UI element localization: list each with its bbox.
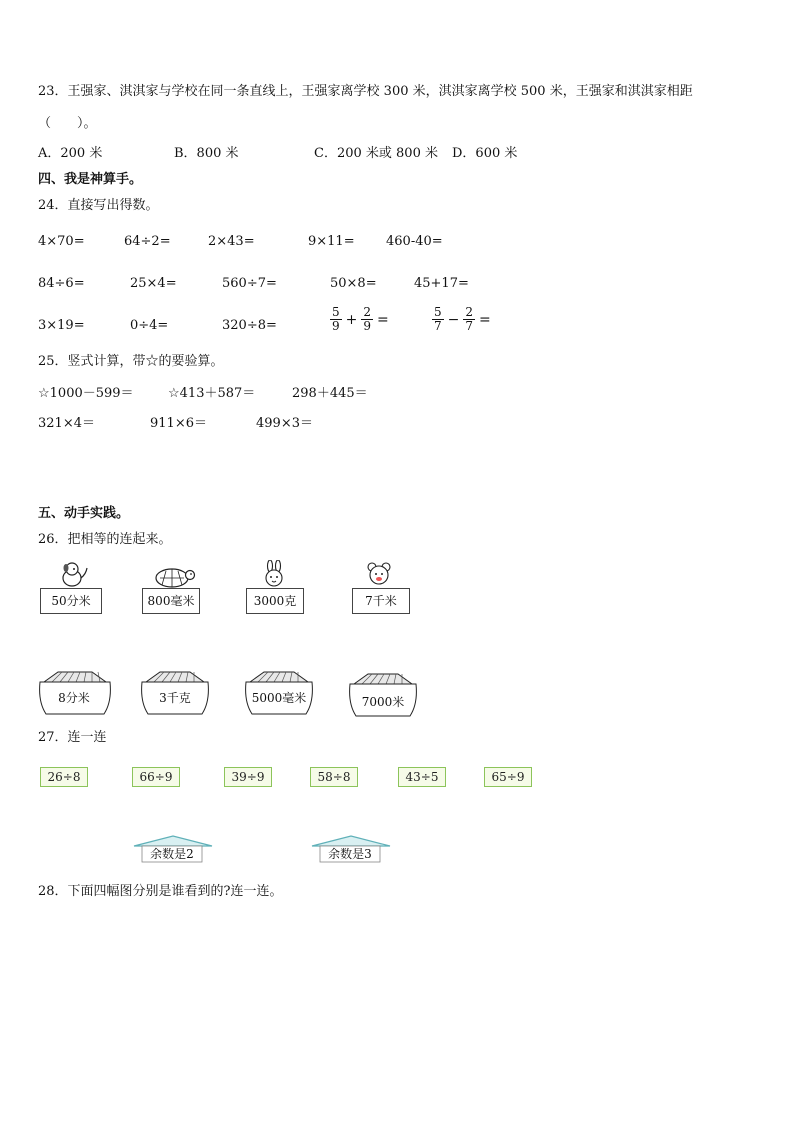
q24-item: 460-40= [386,234,443,249]
q23-stem-line1: 23．王强家、淇淇家与学校在同一条直线上，王强家离学校 300 米，淇淇家离学校 500 米，王强家和淇淇家相距 [38,84,693,99]
division-card[interactable]: 65÷9 [484,767,532,787]
q24-item: 45+17= [414,276,469,291]
q24-item: 9×11= [308,234,355,249]
fraction-numerator: 5 [332,305,340,319]
q28-title: 28．下面四幅图分别是谁看到的?连一连。 [38,884,283,899]
q25-item: 321×4＝ [38,416,95,431]
q24-item: 64÷2= [124,234,171,249]
q24-title: 24．直接写出得数。 [38,198,159,213]
q23-stem-line2: （ ）。 [38,116,97,131]
house-label: 3千克 [159,691,191,705]
fraction-numerator: 5 [434,305,442,319]
division-card[interactable]: 39÷9 [224,767,272,787]
q25-item: 499×3＝ [256,416,313,431]
division-card[interactable]: 43÷5 [398,767,446,787]
q25-item: 298＋445＝ [292,386,368,401]
remainder-label: 余数是2 [150,847,194,861]
plus-sign: + [345,311,358,328]
division-card[interactable]: 66÷9 [132,767,180,787]
q24-item: 560÷7= [222,276,277,291]
division-card[interactable]: 58÷8 [310,767,358,787]
minus-sign: − [447,311,460,328]
q24-fraction-sum [330,306,393,333]
equals-sign: = [377,311,389,328]
equals-sign: = [479,311,491,328]
section-4-heading: 四、我是神算手。 [38,172,143,187]
q24-item: 2×43= [208,234,255,249]
q24-fraction-difference [432,306,495,333]
q24-item: 320÷8= [222,318,277,333]
division-card[interactable]: 26÷8 [40,767,88,787]
weight-sign[interactable]: 3000克 [246,588,304,614]
q24-item: 84÷6= [38,276,85,291]
length-sign[interactable]: 50分米 [40,588,102,614]
q25-item: ☆1000－599＝ [38,386,134,401]
fraction-denominator: 7 [434,319,442,333]
q23-option-a: A．200 米 [38,146,103,161]
q24-item: 25×4= [130,276,177,291]
q24-item: 50×8= [330,276,377,291]
q27-title: 27．连一连 [38,730,107,745]
turtle-icon [150,562,196,588]
fraction-numerator: 2 [465,305,474,319]
q24-item: 3×19= [38,318,85,333]
q26-title: 26．把相等的连起来。 [38,532,172,547]
house-label: 7000米 [361,695,405,709]
remainder-label: 余数是3 [328,847,372,861]
dog-icon [54,560,90,588]
length-sign[interactable]: 800毫米 [142,588,200,614]
q25-title: 25．竖式计算，带☆的要验算。 [38,354,224,369]
bear-icon [366,560,392,588]
fraction-denominator: 9 [363,319,372,333]
q25-item: 911×6＝ [150,416,207,431]
length-sign[interactable]: 7千米 [352,588,410,614]
q23-option-b: B．800 米 [174,146,239,161]
rabbit-icon [262,560,286,588]
house-label: 5000毫米 [251,691,307,705]
q25-item: ☆413＋587＝ [168,386,256,401]
house-label: 8分米 [58,691,90,705]
section-5-heading: 五、动手实践。 [38,506,130,521]
q23-option-c: C．200 米或 800 米 [314,146,438,161]
q24-item: 0÷4= [130,318,169,333]
fraction-denominator: 9 [332,319,340,333]
fraction-numerator: 2 [363,305,372,319]
fraction-denominator: 7 [465,319,474,333]
q23-option-d: D．600 米 [452,146,518,161]
q24-item: 4×70= [38,234,85,249]
